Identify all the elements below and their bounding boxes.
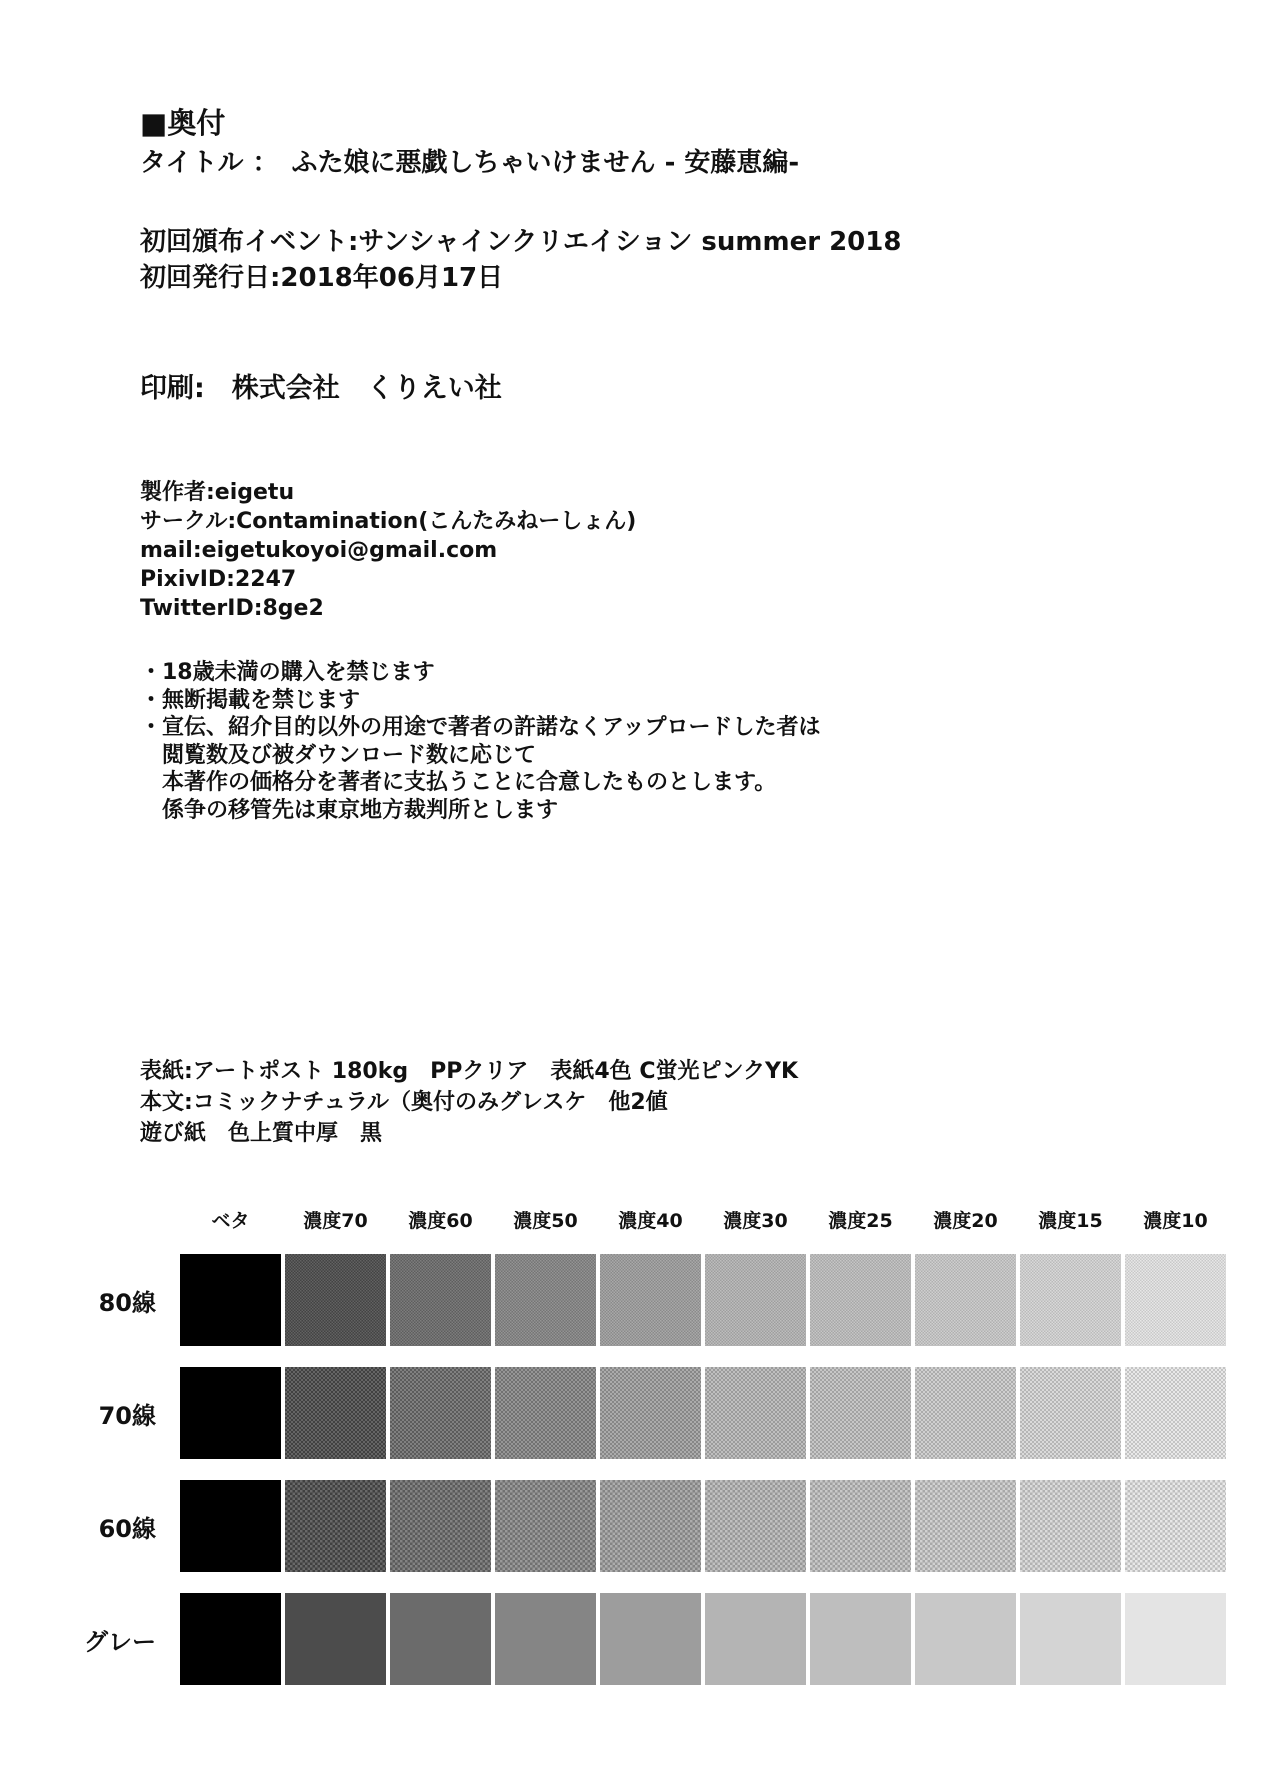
notice-line: ・宣伝、紹介目的以外の用途で著者の許諾なくアップロードした者は (140, 715, 821, 740)
tone-cell (285, 1480, 386, 1572)
tone-cell (1020, 1367, 1121, 1459)
tone-cell (495, 1593, 596, 1685)
tone-chart-corner (0, 1209, 176, 1233)
tone-cell (1020, 1480, 1121, 1572)
tone-cell (390, 1367, 491, 1459)
tone-cell (705, 1367, 806, 1459)
tone-column-header: ベタ (211, 1210, 250, 1232)
tone-density-chart (0, 1209, 1280, 1685)
first-event-line: 初回頒布イベント:サンシャインクリエイション summer 2018 (140, 227, 902, 257)
tone-cell (180, 1254, 281, 1346)
tone-cell (810, 1254, 911, 1346)
release-info-block (0, 224, 1280, 296)
tone-cell (1020, 1254, 1121, 1346)
tone-cell (705, 1254, 806, 1346)
tone-column-header: 濃度15 (1038, 1210, 1103, 1232)
book-title-line: タイトル ： ふた娘に悪戯しちゃいけません - 安藤恵編- (140, 148, 800, 178)
tone-cell (495, 1480, 596, 1572)
cover-spec-line: 表紙:アートポスト 180kg PPクリア 表紙4色 C蛍光ピンクYK (140, 1059, 798, 1084)
tone-cell (1125, 1254, 1226, 1346)
tone-cell (915, 1367, 1016, 1459)
creator-info-block (0, 478, 1280, 623)
tone-cell (495, 1254, 596, 1346)
tone-cell (915, 1254, 1016, 1346)
tone-cell (810, 1480, 911, 1572)
paper-spec-block (0, 1056, 1280, 1149)
tone-cell (1125, 1593, 1226, 1685)
tone-cell (180, 1367, 281, 1459)
printer-line: 印刷: 株式会社 くりえい社 (140, 373, 502, 404)
mail-line: mail:eigetukoyoi@gmail.com (140, 538, 498, 563)
tone-cell (495, 1367, 596, 1459)
tone-cell (390, 1480, 491, 1572)
tone-cell (810, 1367, 911, 1459)
tone-cell (600, 1480, 701, 1572)
tone-cell (1125, 1367, 1226, 1459)
tone-column-header: 濃度10 (1143, 1210, 1208, 1232)
tone-row-label: 70線 (98, 1401, 156, 1430)
notice-line: ・18歳未満の購入を禁じます (140, 660, 435, 685)
tone-cell (180, 1593, 281, 1685)
notice-line: 本著作の価格分を著者に支払うことに合意したものとします。 (140, 770, 777, 795)
tone-row-label: グレー (84, 1627, 156, 1656)
tone-cell (915, 1480, 1016, 1572)
tone-column-header: 濃度60 (408, 1210, 473, 1232)
tone-cell (180, 1480, 281, 1572)
tone-column-header: 濃度25 (828, 1210, 893, 1232)
circle-name-line: サークル:Contamination(こんたみねーしょん) (140, 509, 637, 534)
notice-line: ・無断掲載を禁じます (140, 687, 361, 713)
tone-cell (600, 1254, 701, 1346)
first-issue-date-line: 初回発行日:2018年06月17日 (140, 263, 504, 293)
twitter-id-line: TwitterID:8ge2 (140, 596, 324, 621)
tone-cell (285, 1254, 386, 1346)
tone-cell (1125, 1480, 1226, 1572)
notice-block (0, 659, 1280, 824)
tone-column-header: 濃度20 (933, 1210, 998, 1232)
tone-cell (915, 1593, 1016, 1685)
flyleaf-spec-line: 遊び紙 色上質中厚 黒 (140, 1121, 383, 1146)
tone-cell (390, 1593, 491, 1685)
tone-column-header: 濃度30 (723, 1210, 788, 1232)
tone-cell (285, 1593, 386, 1685)
tone-cell (600, 1593, 701, 1685)
tone-cell (390, 1254, 491, 1346)
tone-column-header: 濃度40 (618, 1210, 683, 1232)
tone-cell (285, 1367, 386, 1459)
tone-row-label: 80線 (98, 1288, 156, 1317)
tone-row-label: 60線 (98, 1514, 156, 1543)
tone-cell (705, 1480, 806, 1572)
creator-name-line: 製作者:eigetu (140, 480, 295, 505)
tone-column-header: 濃度70 (303, 1210, 368, 1232)
tone-cell (600, 1367, 701, 1459)
notice-line: 閲覧数及び被ダウンロード数に応じて (140, 742, 537, 768)
tone-column-header: 濃度50 (513, 1210, 578, 1232)
tone-cell (1020, 1593, 1121, 1685)
pixiv-id-line: PixivID:2247 (140, 567, 297, 592)
notice-line: 係争の移管先は東京地方裁判所とします (140, 797, 559, 823)
section-header: ■奥付 (140, 106, 226, 140)
body-spec-line: 本文:コミックナチュラル（奥付のみグレスケ 他2値 (140, 1090, 668, 1115)
tone-cell (810, 1593, 911, 1685)
tone-cell (705, 1593, 806, 1685)
